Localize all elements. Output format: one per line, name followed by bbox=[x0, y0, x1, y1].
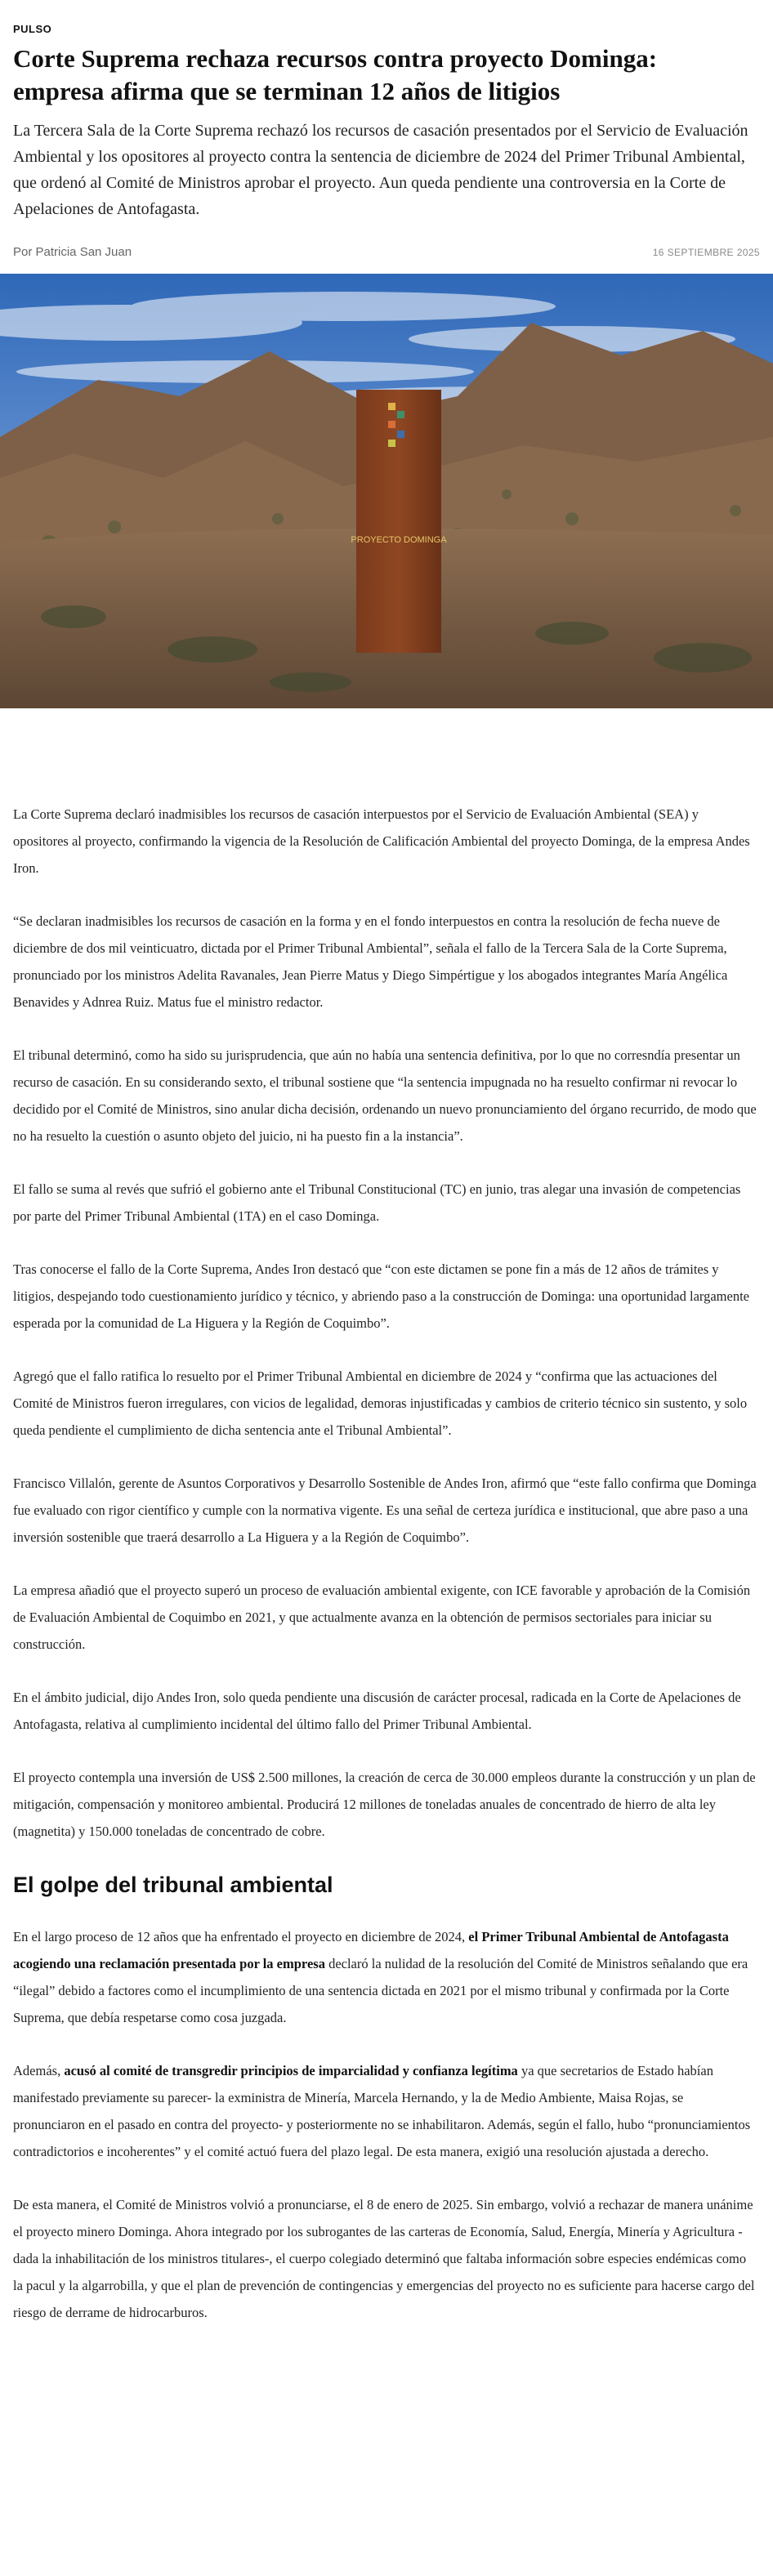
paragraph-text: declaró la nulidad de la resolución del Comité de Ministros señalando que era “ilegal” debido a factores como el incumplimiento de una sentencia dictada en 2021 por el mismo tribunal y confirmada por la Corte Suprema, que debía respetarse como cosa juzgada. bbox=[13, 1956, 748, 2025]
section-tag[interactable]: PULSO bbox=[13, 23, 52, 35]
hero-photo bbox=[0, 274, 773, 708]
dominga-sign bbox=[351, 390, 447, 653]
body-paragraph: De esta manera, el Comité de Ministros volvió a pronunciarse, el 8 de enero de 2025. Sin embargo, volvió a rechazar de manera unánime el proyecto minero Dominga. Ahora integrado por los subrogantes de las carteras de Economía, Salud, Energía, Minería y Agricultura -dada la inhabilitación de los ministros titulares-, el cuerpo colegiado determinó que faltaba información sobre especies endémicas como la pacul y la algarrobilla, y que el plan de prevención de contingencias y emergencias del proyecto no es suficiente para hacerse cargo del riesgo de derrame de hidrocarburos. bbox=[13, 2197, 755, 2320]
hero-image bbox=[0, 274, 773, 708]
body-paragraph: Tras conocerse el fallo de la Corte Suprema, Andes Iron destacó que “con este dictamen se pone fin a más de 12 años de trámites y litigios, despejando todo cuestionamiento jurídico y técnico, y abriendo paso a la construcción de Dominga: una oportunidad largamente esperada por la comunidad de La Higuera y la Región de Coquimbo”. bbox=[13, 1261, 749, 1331]
paragraph-text: Además, bbox=[13, 2063, 65, 2078]
bold-highlight-text: acusó al comité de transgredir principios de imparcialidad y confianza legítima bbox=[64, 2063, 518, 2078]
paragraph-text: En el largo proceso de 12 años que ha enfrentado el proyecto en diciembre de 2024, bbox=[13, 1929, 469, 1944]
section-subheading: El golpe del tribunal ambiental bbox=[13, 1873, 333, 1897]
body-paragraph: En el ámbito judicial, dijo Andes Iron, solo queda pendiente una discusión de carácter procesal, radicada en la Corte de Apelaciones de Antofagasta, relativa al cumplimiento incidental del último fallo del Primer Tribunal Ambiental. bbox=[13, 1690, 741, 1732]
article-headline: Corte Suprema rechaza recursos contra proyecto Dominga: empresa afirma que se terminan 12 años de litigios bbox=[13, 44, 658, 105]
body-paragraph bbox=[13, 1923, 757, 2031]
article-body bbox=[13, 801, 757, 2352]
body-paragraph: La empresa añadió que el proyecto superó un proceso de evaluación ambiental exigente, con ICE favorable y aprobación de la Comisión de Evaluación Ambiental de Coquimbo en 2021, y que actualmente avanza en la obtención de permisos sectoriales para iniciar su construcción. bbox=[13, 1583, 751, 1652]
bold-link-text[interactable]: el Primer Tribunal Ambiental de Antofagasta acogiendo una reclamación presentada por la empresa bbox=[13, 1929, 729, 1971]
body-paragraph: El tribunal determinó, como ha sido su jurisprudencia, que aún no había una sentencia definitiva, por lo que no corresndía presentar un recurso de casación. En su considerando sexto, el tribunal sostiene que “la sentencia impugnada no ha resuelto confirmar ni revocar lo decidido por el Comité de Ministros, sino anular dicha decisión, ordenando un nuevo pronunciamiento del órgano recurrido, de modo que no ha resuelto la cuestión o asunto objeto del juicio, ni ha puesto fin a la instancia”. bbox=[13, 1047, 757, 1144]
body-paragraph: Agregó que el fallo ratifica lo resuelto por el Primer Tribunal Ambiental en diciembre de 2024 y “confirma que las actuaciones del Comité de Ministros fueron irregulares, con vicios de legalidad, demoras injustificadas y cambios de criterio técnico sin sustento, y solo queda pendiente el cumplimiento de dicha sentencia ante el Tribunal Ambiental”. bbox=[13, 1368, 748, 1438]
paragraph-text: ya que secretarios de Estado habían manifestado previamente su parecer- la exministra de Minería, Marcela Hernando, y la de Medio Ambiente, Maisa Rojas, se pronunciaron en el pasado en contra del proyecto- y posteriormente no se inhabilitaron. Además, según el fallo, hubo “pronunciamientos contradictorios e incoherentes” y el comité actuó fuera del plazo legal. De esta manera, exigió una resolución ajustada a derecho. bbox=[13, 2063, 751, 2159]
body-paragraph: “Se declaran inadmisibles los recursos de casación en la forma y en el fondo interpuestos en contra la resolución de fecha nueve de diciembre de dos mil veinticuatro, dictada por el Primer Tribunal Ambiental”, señala el fallo de la Tercera Sala de la Corte Suprema, pronunciado por los ministros Adelita Ravanales, Jean Pierre Matus y Diego Simpértigue y los abogados integrantes María Angélica Benavides y Adnrea Ruiz. Matus fue el ministro redactor. bbox=[13, 913, 728, 1010]
publish-date: 16 SEPTIEMBRE 2025 bbox=[652, 247, 760, 258]
author-byline[interactable]: Por Patricia San Juan bbox=[13, 245, 132, 259]
body-paragraph bbox=[13, 2057, 757, 2165]
body-paragraph: El proyecto contempla una inversión de US$ 2.500 millones, la creación de cerca de 30.000 empleos durante la construcción y un plan de mitigación, compensación y monitoreo ambiental. Producirá 12 millones de toneladas anuales de concentrado de hierro de alta ley (magnetita) y 150.000 toneladas de concentrado de cobre. bbox=[13, 1770, 756, 1839]
body-paragraph: Francisco Villalón, gerente de Asuntos Corporativos y Desarrollo Sostenible de Andes Iron, afirmó que “este fallo confirma que Dominga fue evaluado con rigor científico y cumple con la normativa vigente. Es una señal de certeza jurídica e institucional, que abre paso a una inversión sostenible que traerá desarrollo a La Higuera y a la Región de Coquimbo”. bbox=[13, 1476, 757, 1545]
sign-label: PROYECTO DOMINGA bbox=[351, 535, 447, 545]
article-lede: La Tercera Sala de la Corte Suprema rechazó los recursos de casación presentados por el Servicio de Evaluación Ambiental y los opositores al proyecto contra la sentencia de diciembre de 2024 del Primer Tribunal Ambiental, que ordenó al Comité de Ministros aprobar el proyecto. Aun queda pendiente una controversia en la Corte de Apelaciones de Antofagasta. bbox=[13, 122, 748, 218]
body-paragraph: La Corte Suprema declaró inadmisibles los recursos de casación interpuestos por el Servicio de Evaluación Ambiental (SEA) y opositores al proyecto, confirmando la vigencia de la Resolución de Calificación Ambiental del proyecto Dominga, de la empresa Andes Iron. bbox=[13, 806, 750, 876]
body-paragraph: El fallo se suma al revés que sufrió el gobierno ante el Tribunal Constitucional (TC) en junio, tras alegar una invasión de competencias por parte del Primer Tribunal Ambiental (1TA) en el caso Dominga. bbox=[13, 1181, 741, 1224]
